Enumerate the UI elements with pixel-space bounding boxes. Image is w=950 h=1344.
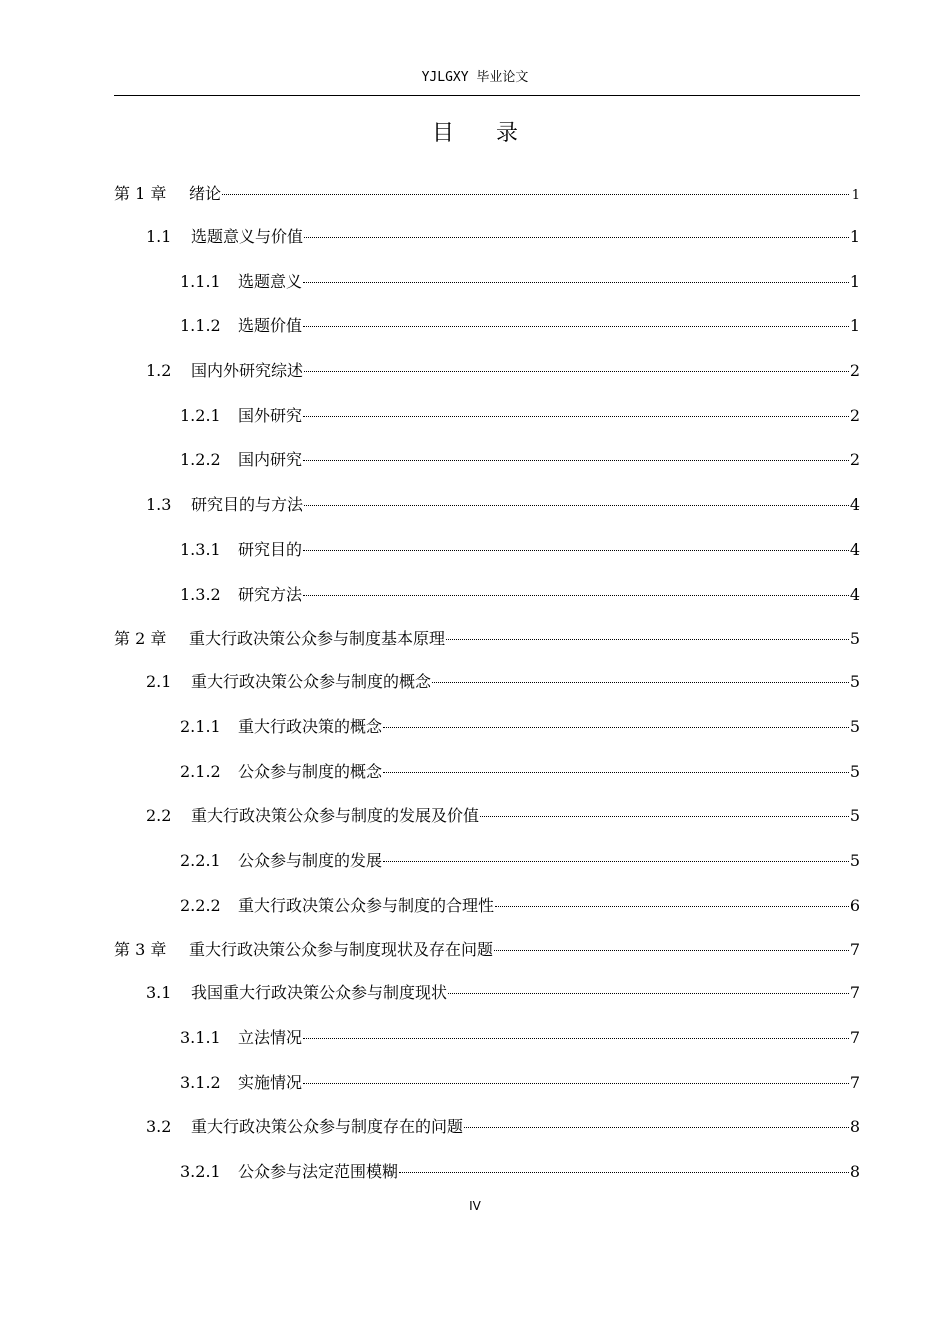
header-divider	[114, 95, 860, 96]
toc-dot-leader	[303, 1038, 849, 1039]
table-of-contents	[114, 172, 860, 1195]
toc-entry-number: 第 3 章	[114, 940, 167, 960]
toc-entry-title: 重大行政决策公众参与制度的概念	[191, 672, 432, 692]
toc-entry-title: 选题意义与价值	[191, 227, 304, 246]
toc-entry-page: 1	[849, 316, 860, 336]
toc-entry[interactable]	[114, 928, 860, 971]
toc-entry[interactable]	[114, 839, 860, 884]
toc-dot-leader	[495, 906, 849, 907]
toc-entry[interactable]	[114, 1150, 860, 1195]
toc-entry-number: 3.2	[146, 1117, 172, 1137]
toc-entry[interactable]	[114, 660, 860, 705]
toc-entry-page: 1	[849, 227, 860, 246]
toc-entry-title: 研究目的与方法	[191, 495, 304, 515]
toc-entry-number: 1.3.2	[180, 584, 221, 604]
toc-entry-title: 重大行政决策公众参与制度存在的问题	[191, 1117, 464, 1137]
toc-entry-title: 国内研究	[238, 450, 303, 470]
toc-dot-leader	[303, 1083, 849, 1084]
toc-entry-title: 重大行政决策公众参与制度的合理性	[238, 895, 495, 915]
toc-entry-number: 3.1.1	[180, 1028, 221, 1047]
toc-entry-page: 4	[849, 495, 860, 515]
toc-entry-title: 公众参与制度的概念	[238, 761, 383, 781]
toc-entry[interactable]	[114, 349, 860, 394]
toc-entry-page: 2	[849, 361, 860, 381]
toc-dot-leader	[432, 682, 849, 683]
toc-entry-page: 6	[849, 895, 860, 915]
toc-dot-leader	[303, 326, 849, 327]
toc-entry-title: 重大行政决策公众参与制度的发展及价值	[191, 806, 480, 826]
toc-entry-page: 5	[849, 716, 860, 736]
toc-entry-title: 公众参与制度的发展	[238, 850, 383, 870]
toc-entry-number: 1.2	[146, 361, 172, 381]
toc-entry-number: 2.1.1	[180, 716, 221, 736]
toc-entry-number: 2.2	[146, 806, 172, 826]
toc-entry-page: 4	[849, 584, 860, 604]
toc-dot-leader	[303, 595, 849, 596]
toc-entry[interactable]	[114, 1016, 860, 1061]
toc-entry-title: 公众参与法定范围模糊	[238, 1162, 399, 1182]
toc-entry-page: 7	[849, 1028, 860, 1047]
toc-entry-title: 研究目的	[238, 539, 303, 559]
toc-entry-page: 5	[849, 672, 860, 692]
toc-entry-title: 国外研究	[238, 405, 303, 425]
toc-entry[interactable]	[114, 971, 860, 1016]
toc-entry-page: 2	[849, 405, 860, 425]
toc-entry-number: 1.2.2	[180, 450, 221, 470]
toc-entry-page: 4	[849, 539, 860, 559]
toc-entry-page: 2	[849, 450, 860, 470]
toc-entry-number: 1.2.1	[180, 405, 221, 425]
toc-dot-leader	[383, 727, 849, 728]
toc-entry-number: 3.1.2	[180, 1072, 221, 1092]
page-number: IV	[469, 1199, 481, 1213]
toc-dot-leader	[464, 1127, 849, 1128]
toc-entry[interactable]	[114, 528, 860, 573]
toc-entry-page: 8	[849, 1162, 860, 1182]
toc-entry[interactable]	[114, 260, 860, 305]
toc-entry-title: 重大行政决策公众参与制度基本原理	[189, 629, 446, 649]
toc-dot-leader	[304, 371, 849, 372]
toc-dot-leader	[304, 237, 849, 238]
toc-entry[interactable]	[114, 750, 860, 795]
toc-entry-page: 8	[849, 1117, 860, 1137]
toc-entry-title: 重大行政决策的概念	[238, 716, 383, 736]
toc-entry[interactable]	[114, 483, 860, 528]
toc-entry[interactable]	[114, 172, 860, 215]
toc-entry[interactable]	[114, 573, 860, 618]
toc-entry[interactable]	[114, 394, 860, 439]
toc-entry-number: 1.1.1	[180, 271, 221, 291]
toc-entry-number: 第 1 章	[114, 184, 167, 203]
toc-entry-title: 研究方法	[238, 584, 303, 604]
toc-entry-page: 5	[849, 629, 860, 649]
toc-entry-page: 1	[849, 271, 860, 291]
toc-dot-leader	[448, 993, 849, 994]
toc-entry-title: 重大行政决策公众参与制度现状及存在问题	[189, 940, 494, 960]
toc-entry-title: 实施情况	[238, 1072, 303, 1092]
toc-entry-page: 7	[849, 1072, 860, 1092]
toc-entry-number: 1.1	[146, 227, 172, 246]
toc-title: 目录	[431, 121, 560, 146]
toc-dot-leader	[303, 416, 849, 417]
toc-entry-number: 3.2.1	[180, 1162, 221, 1182]
toc-entry[interactable]	[114, 1061, 860, 1106]
toc-entry-title: 国内外研究综述	[191, 361, 304, 381]
toc-entry-number: 2.1.2	[180, 761, 221, 781]
toc-dot-leader	[222, 194, 849, 195]
toc-entry-title: 立法情况	[238, 1028, 303, 1047]
toc-dot-leader	[383, 861, 849, 862]
toc-dot-leader	[480, 816, 849, 817]
toc-entry-page: 7	[849, 940, 860, 960]
toc-entry[interactable]	[114, 304, 860, 349]
toc-entry[interactable]	[114, 215, 860, 260]
toc-entry-title: 选题意义	[238, 271, 303, 291]
toc-entry[interactable]	[114, 617, 860, 660]
toc-entry-number: 3.1	[146, 983, 172, 1003]
toc-entry-title: 我国重大行政决策公众参与制度现状	[191, 983, 448, 1003]
toc-entry-page: 5	[849, 761, 860, 781]
toc-entry[interactable]	[114, 438, 860, 483]
page-header: YJLGXY 毕业论文	[421, 70, 529, 85]
toc-dot-leader	[383, 772, 849, 773]
toc-dot-leader	[494, 950, 849, 951]
toc-entry[interactable]	[114, 794, 860, 839]
toc-entry[interactable]	[114, 705, 860, 750]
toc-entry[interactable]	[114, 1105, 860, 1150]
toc-entry-number: 第 2 章	[114, 629, 167, 649]
toc-entry[interactable]	[114, 884, 860, 929]
toc-dot-leader	[446, 639, 849, 640]
toc-dot-leader	[304, 505, 849, 506]
toc-entry-number: 1.3.1	[180, 539, 221, 559]
toc-dot-leader	[303, 282, 849, 283]
toc-entry-title: 选题价值	[238, 316, 303, 336]
toc-dot-leader	[399, 1172, 849, 1173]
toc-dot-leader	[303, 460, 849, 461]
toc-entry-number: 1.1.2	[180, 316, 221, 336]
toc-entry-number: 1.3	[146, 495, 172, 515]
toc-entry-page: 1	[851, 188, 860, 203]
toc-dot-leader	[303, 550, 849, 551]
toc-entry-page: 7	[849, 983, 860, 1003]
toc-entry-page: 5	[849, 806, 860, 826]
toc-entry-number: 2.2.1	[180, 850, 221, 870]
toc-entry-page: 5	[849, 850, 860, 870]
toc-entry-number: 2.2.2	[180, 895, 221, 915]
toc-entry-title: 绪论	[189, 184, 222, 203]
toc-entry-number: 2.1	[146, 672, 172, 692]
